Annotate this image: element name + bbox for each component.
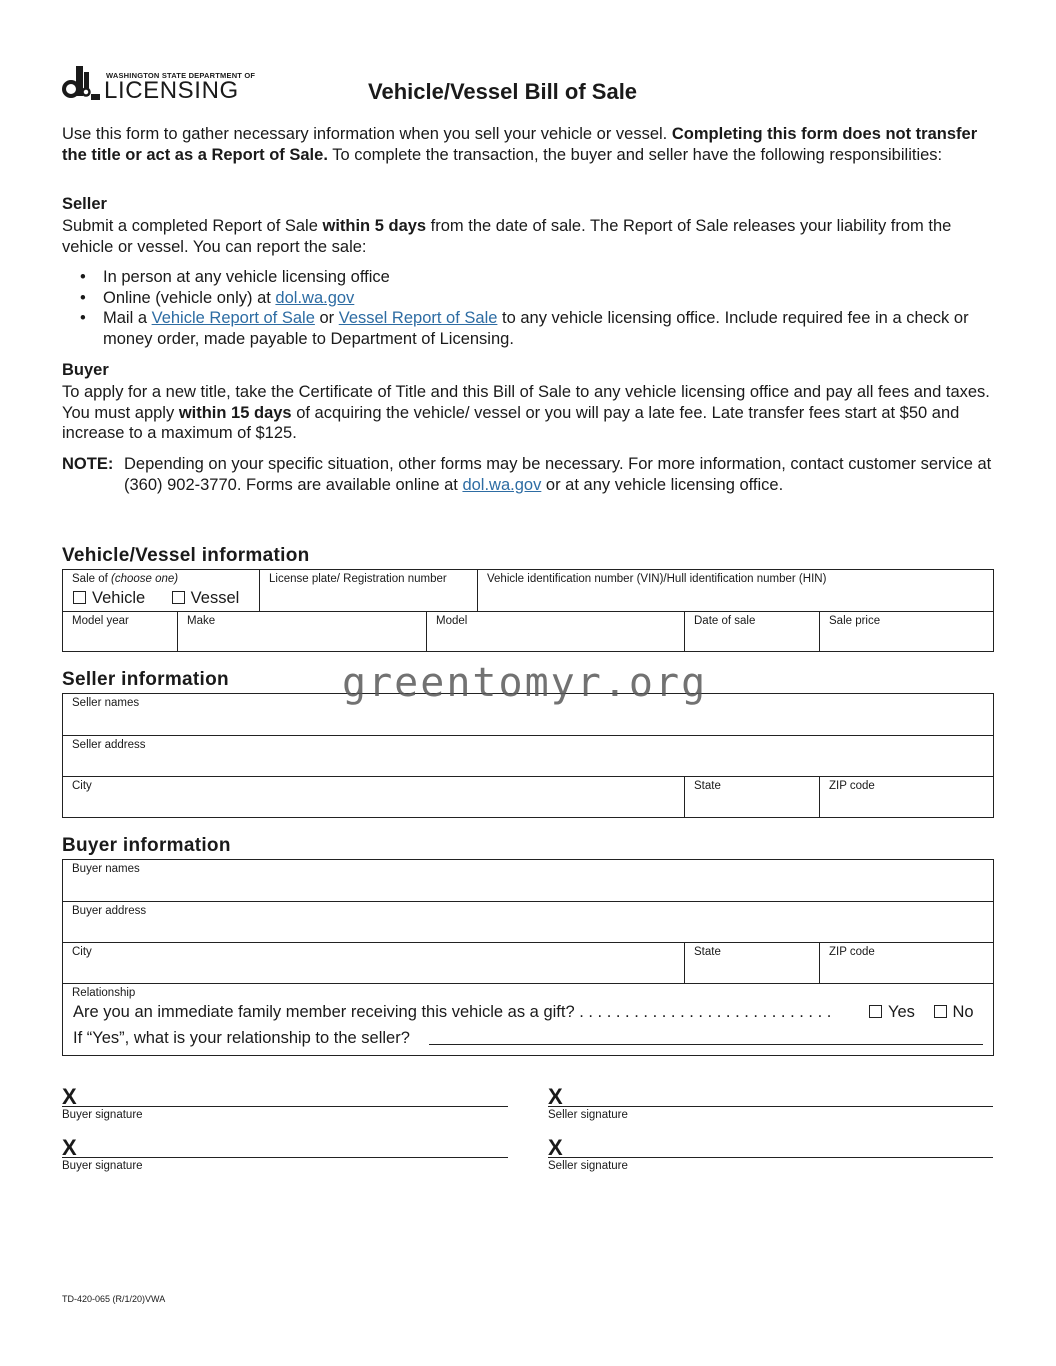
intro-text-cont: To complete the transaction, the buyer and seller have the following responsibilities: (327, 145, 943, 164)
list-item (80, 288, 1000, 309)
buyer-state-field[interactable] (684, 942, 819, 983)
seller-info-heading: Seller information (62, 669, 229, 690)
vehicle-option-label: Vehicle (92, 589, 146, 607)
buyer-city-label: City (72, 946, 92, 958)
yes-label: Yes (888, 1003, 915, 1021)
note-text-cont: or at any vehicle licensing office. (541, 475, 784, 494)
buyer-signature-line[interactable] (62, 1106, 508, 1107)
date-of-sale-label: Date of sale (694, 615, 756, 627)
buyer-bold-text: within 15 days (178, 403, 292, 422)
sale-price-field[interactable] (819, 611, 993, 652)
note-text: Depending on your specific situation, other forms may be necessary. For more information, contact customer service at (360) 902-3770. Forms are available online at (124, 455, 992, 494)
vehicle-info-heading: Vehicle/Vessel information (62, 545, 310, 566)
seller-heading: Seller (62, 195, 107, 213)
seller-state-field[interactable] (684, 776, 819, 817)
make-field[interactable] (177, 611, 426, 652)
watermark-text: greentomyr.org (342, 660, 708, 706)
bullet-text: or (314, 309, 339, 327)
seller-city-field[interactable] (63, 776, 684, 817)
bullet-text: Online (vehicle only) at (103, 288, 276, 307)
relationship-label: Relationship (72, 987, 136, 999)
seller-text: Submit a completed Report of Sale (62, 217, 323, 235)
model-year-label: Model year (72, 615, 129, 627)
intro-text: Use this form to gather necessary information when you sell your vehicle or vessel. (62, 125, 672, 143)
buyer-signature-x-mark: X (62, 1135, 77, 1160)
seller-names-label: Seller names (72, 697, 140, 709)
sale-price-label: Sale price (829, 615, 881, 627)
buyer-heading: Buyer (62, 361, 109, 379)
seller-state-label: State (694, 780, 721, 792)
seller-signature-label: Seller signature (548, 1109, 628, 1121)
page-title: Vehicle/Vessel Bill of Sale (368, 79, 638, 104)
dol-logo (62, 64, 262, 104)
seller-signature-x-mark: X (548, 1135, 563, 1160)
buyer-signature-x-mark: X (62, 1084, 77, 1109)
dol-link[interactable]: dol.wa.gov (275, 288, 355, 307)
seller-address-label: Seller address (72, 739, 146, 751)
buyer-names-label: Buyer names (72, 863, 140, 875)
seller-text-cont: from the date of sale. The Report of Sale releases your liability from the vehicle or vessel. You can report the sale: (62, 217, 952, 256)
sale-of-label (72, 573, 178, 585)
buyer-state-label: State (694, 946, 721, 958)
model-year-field[interactable] (63, 611, 177, 652)
bullet-text: In person at any vehicle licensing office (103, 268, 390, 286)
intro-paragraph (62, 124, 997, 165)
form-number: TD-420-065 (R/1/20)VWA (62, 1294, 166, 1304)
buyer-paragraph (62, 382, 997, 444)
seller-address-field[interactable] (63, 735, 993, 776)
seller-signature-line[interactable] (548, 1157, 993, 1158)
seller-city-label: City (72, 780, 92, 792)
buyer-info-box (62, 859, 994, 1056)
vin-field[interactable] (477, 570, 993, 611)
vessel-option-label: Vessel (190, 589, 240, 607)
seller-bold-text: within 5 days (322, 217, 427, 235)
dol-link[interactable]: dol.wa.gov (462, 475, 542, 494)
buyer-address-label: Buyer address (72, 905, 147, 917)
buyer-text: To apply for a new title, take the Certificate of Title and this Bill of Sale to any vehicle licensing office and pay all fees and taxes. You must apply (62, 383, 990, 422)
make-label: Make (187, 615, 216, 627)
list-item (80, 267, 1000, 288)
buyer-signature-label: Buyer signature (62, 1109, 143, 1121)
bullet-text: Mail a (103, 309, 152, 327)
plate-field[interactable] (259, 570, 477, 611)
seller-zip-label: ZIP code (829, 780, 875, 792)
vessel-report-of-sale-link[interactable]: Vessel Report of Sale (338, 309, 498, 327)
no-checkbox[interactable] (934, 1005, 947, 1018)
no-label: No (952, 1003, 974, 1021)
yes-checkbox[interactable] (869, 1005, 882, 1018)
seller-signature-line[interactable] (548, 1106, 993, 1107)
model-field[interactable] (426, 611, 684, 652)
relationship-question: If “Yes”, what is your relationship to the seller? (73, 1029, 410, 1047)
sale-of-options (73, 589, 239, 608)
seller-signature-label: Seller signature (548, 1160, 628, 1172)
seller-signature-x-mark: X (548, 1084, 563, 1109)
note-label: NOTE: (62, 455, 114, 473)
logo-department-text: WASHINGTON STATE DEPARTMENT OF (106, 71, 256, 80)
model-label: Model (436, 615, 468, 627)
buyer-info-heading: Buyer information (62, 835, 231, 856)
note-paragraph (124, 454, 994, 495)
list-item (80, 308, 1000, 349)
bullet-text: to any vehicle licensing office. Include required fee in a check or money order, made payable to Department of Licensing. (103, 309, 969, 348)
dol-logo-icon (62, 64, 102, 104)
seller-zip-field[interactable] (819, 776, 993, 817)
relationship-answer-line[interactable] (429, 1044, 983, 1045)
sale-of-hint: (choose one) (111, 573, 179, 585)
gift-options (869, 1003, 974, 1022)
sale-of-field (63, 570, 259, 611)
vehicle-info-box (62, 569, 994, 652)
vin-label: Vehicle identification number (VIN)/Hull identification number (HIN) (487, 573, 827, 585)
buyer-zip-label: ZIP code (829, 946, 875, 958)
date-of-sale-field[interactable] (684, 611, 819, 652)
seller-paragraph (62, 216, 997, 257)
buyer-text-cont: of acquiring the vehicle/ vessel or you will pay a late fee. Late transfer fees start at $50 and increase to a maximum of $125. (62, 403, 960, 442)
plate-label: License plate/ Registration number (269, 573, 447, 585)
buyer-signature-line[interactable] (62, 1157, 508, 1158)
buyer-zip-field[interactable] (819, 942, 993, 983)
logo-licensing-text: LICENSING (104, 77, 239, 104)
vessel-checkbox[interactable] (172, 591, 185, 604)
buyer-city-field[interactable] (63, 942, 684, 983)
vehicle-report-of-sale-link[interactable]: Vehicle Report of Sale (151, 309, 315, 327)
sale-of-text: Sale of (72, 573, 111, 585)
buyer-signature-label: Buyer signature (62, 1160, 143, 1172)
report-options-list (80, 267, 1000, 349)
gift-question: Are you an immediate family member receiving this vehicle as a gift? . . . . . . . . . . . . . . . . . . . . . . . . . . . . (73, 1003, 832, 1021)
buyer-names-field[interactable] (63, 860, 993, 901)
intro-bold-text: Completing this form does not transfer the title or act as a Report of Sale. (62, 125, 978, 164)
seller-info-box (62, 693, 994, 818)
buyer-address-field[interactable] (63, 901, 993, 942)
relationship-field (63, 983, 993, 1055)
vehicle-checkbox[interactable] (73, 591, 86, 604)
